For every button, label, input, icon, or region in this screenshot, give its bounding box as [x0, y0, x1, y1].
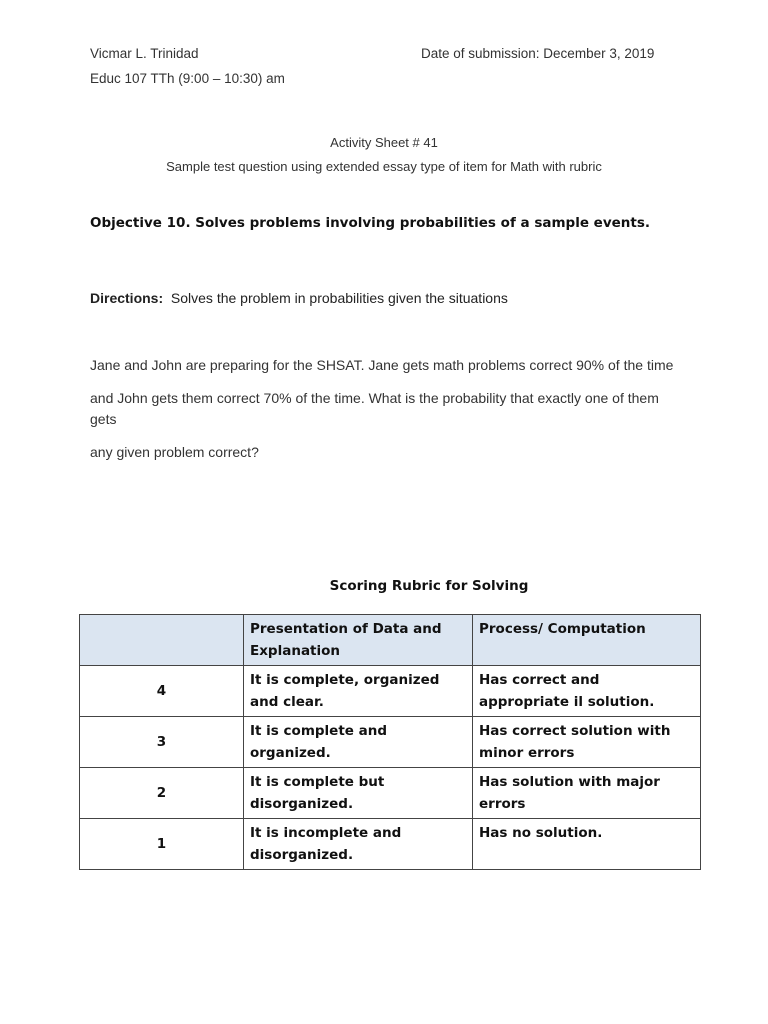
- rubric-score: 4: [80, 666, 244, 717]
- rubric-score: 2: [80, 768, 244, 819]
- rubric-presentation: It is complete but disorganized.: [244, 768, 473, 819]
- rubric-score: 3: [80, 717, 244, 768]
- rubric-process: Has correct and appropriate il solution.: [473, 666, 701, 717]
- problem-line-1: Jane and John are preparing for the SHSAT. Jane gets math problems correct 90% of the time: [90, 357, 674, 373]
- rubric-process: Has solution with major errors: [473, 768, 701, 819]
- directions-label: Directions:: [90, 290, 164, 306]
- rubric-row: [80, 768, 701, 819]
- student-name: Vicmar L. Trinidad: [90, 46, 199, 61]
- problem-line-4: any given problem correct?: [90, 444, 259, 460]
- rubric-score: 1: [80, 819, 244, 870]
- rubric-header-score: [80, 615, 244, 666]
- rubric-header-row: [80, 615, 701, 666]
- rubric-process: Has correct solution with minor errors: [473, 717, 701, 768]
- rubric-title: Scoring Rubric for Solving: [329, 578, 529, 594]
- activity-subtitle: Sample test question using extended essay type of item for Math with rubric: [166, 159, 602, 174]
- directions-text: Solves the problem in probabilities given the situations: [170, 290, 508, 306]
- rubric-table: [79, 614, 701, 870]
- rubric-row: [80, 819, 701, 870]
- directions: [90, 290, 508, 306]
- objective-heading: Objective 10. Solves problems involving probabilities of a sample events.: [90, 215, 651, 231]
- problem-line-2: and John gets them correct 70% of the time. What is the probability that exactly one of them: [90, 390, 659, 406]
- rubric-row: [80, 717, 701, 768]
- rubric-presentation: It is incomplete and disorganized.: [244, 819, 473, 870]
- rubric-process: Has no solution.: [473, 819, 701, 870]
- rubric-presentation: It is complete, organized and clear.: [244, 666, 473, 717]
- rubric-row: [80, 666, 701, 717]
- activity-title: Activity Sheet # 41: [330, 135, 438, 150]
- submission-date: Date of submission: December 3, 2019: [421, 46, 655, 61]
- rubric-header-process: Process/ Computation: [473, 615, 701, 666]
- rubric-presentation: It is complete and organized.: [244, 717, 473, 768]
- rubric-header-presentation: Presentation of Data and Explanation: [244, 615, 473, 666]
- problem-line-3: gets: [90, 411, 117, 427]
- course-info: Educ 107 TTh (9:00 – 10:30) am: [90, 71, 285, 86]
